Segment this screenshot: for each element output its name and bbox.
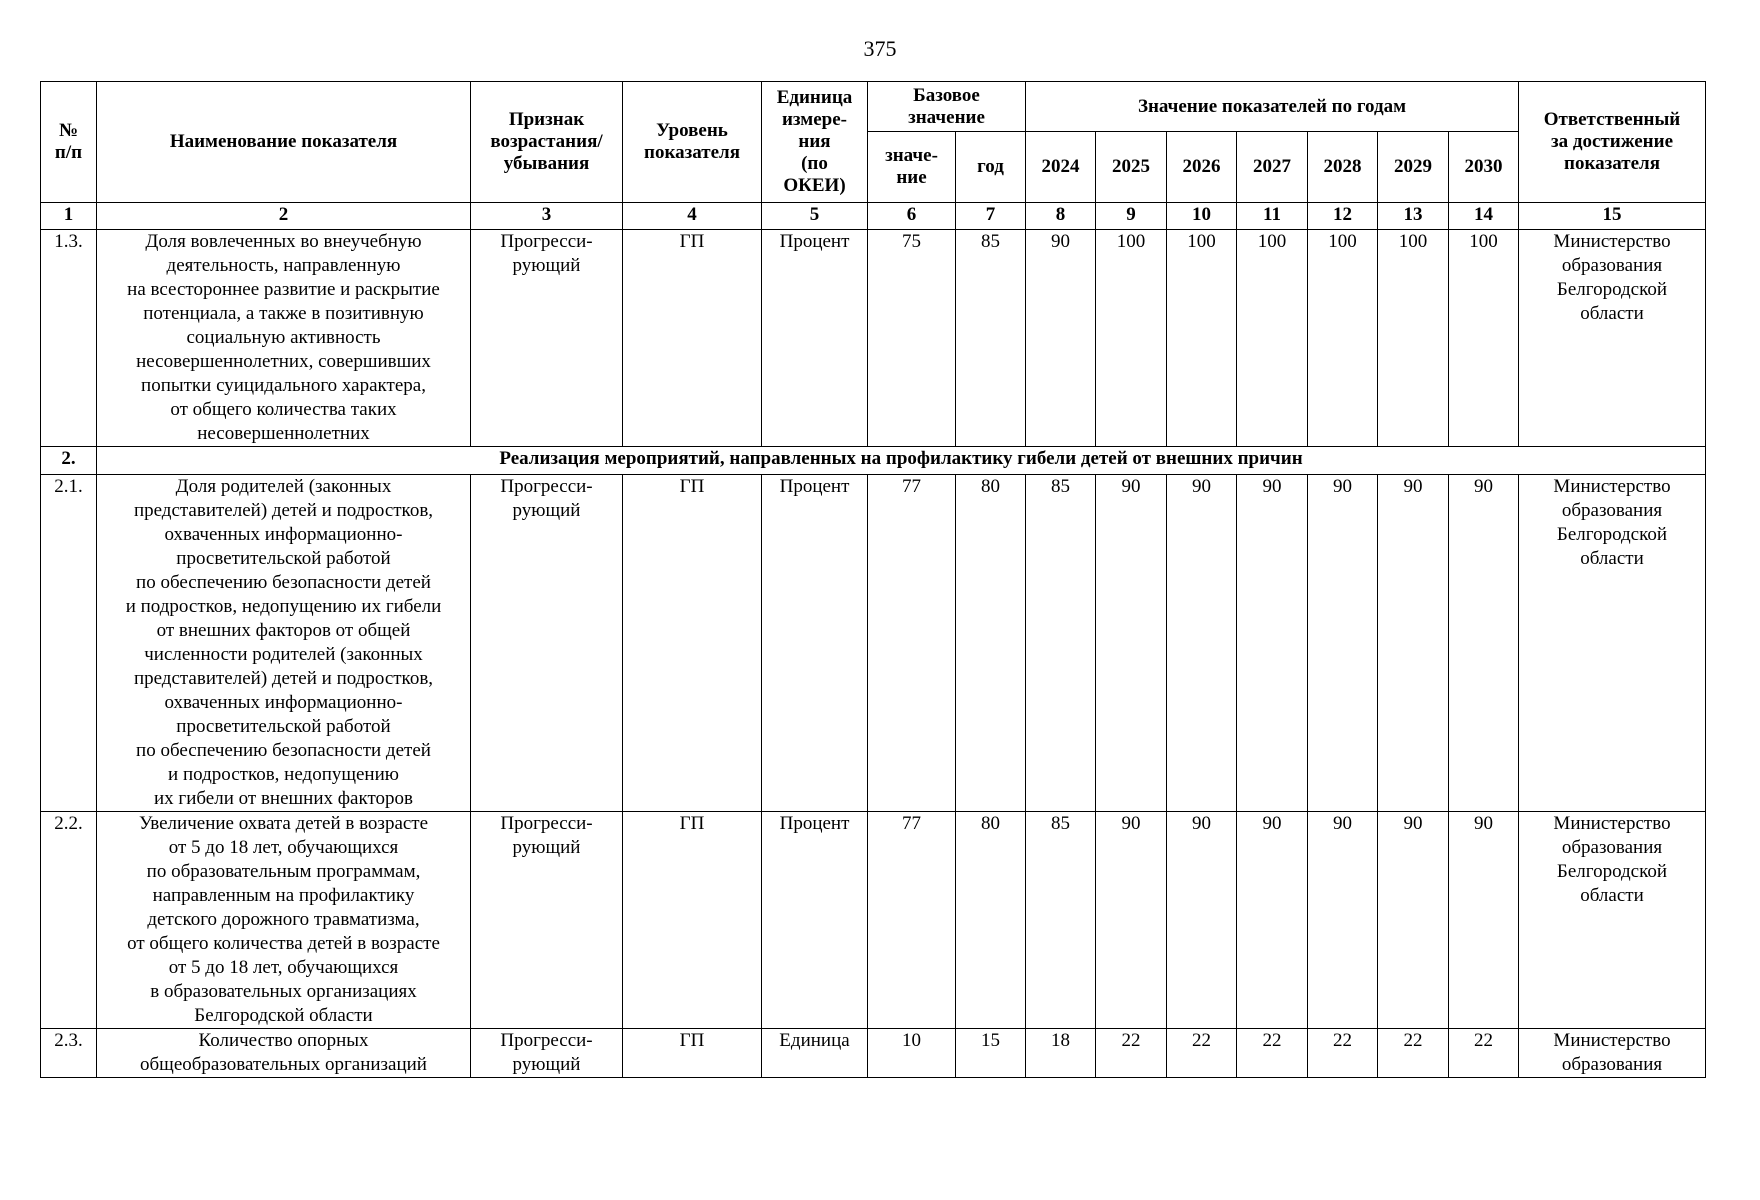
base-year: 15 bbox=[956, 1029, 1026, 1078]
year-value: 22 bbox=[1378, 1029, 1449, 1078]
year-value: 90 bbox=[1096, 475, 1167, 812]
year-value: 90 bbox=[1449, 812, 1519, 1029]
base-value: 77 bbox=[868, 812, 956, 1029]
year-value: 90 bbox=[1308, 812, 1378, 1029]
row-number: 2.2. bbox=[41, 812, 97, 1029]
row-number: 2.1. bbox=[41, 475, 97, 812]
base-value: 77 bbox=[868, 475, 956, 812]
column-numbers-row bbox=[41, 203, 1706, 230]
year-value: 22 bbox=[1167, 1029, 1237, 1078]
section-title: Реализация мероприятий, направленных на профилактику гибели детей от внешних причин bbox=[97, 447, 1706, 475]
column-number: 15 bbox=[1519, 203, 1706, 230]
indicator-level: ГП bbox=[623, 475, 762, 812]
indicator-level: ГП bbox=[623, 1029, 762, 1078]
column-number: 7 bbox=[956, 203, 1026, 230]
table-row bbox=[41, 812, 1706, 1029]
column-number: 5 bbox=[762, 203, 868, 230]
header-year: 2030 bbox=[1449, 132, 1519, 203]
header-year: 2024 bbox=[1026, 132, 1096, 203]
indicator-level: ГП bbox=[623, 230, 762, 447]
indicator-sign: Прогресси- рующий bbox=[471, 475, 623, 812]
header-year: 2027 bbox=[1237, 132, 1308, 203]
base-year: 80 bbox=[956, 812, 1026, 1029]
row-number: 2.3. bbox=[41, 1029, 97, 1078]
indicator-name: Увеличение охвата детей в возрасте от 5 до 18 лет, обучающихся по образовательным программам, направленным на профилактику детского дорожного травматизма, от общего количества детей в возрасте от 5 до 18 лет, обучающихся в образовательных организациях Белгородской области bbox=[97, 812, 471, 1029]
header-year: 2026 bbox=[1167, 132, 1237, 203]
column-number: 10 bbox=[1167, 203, 1237, 230]
base-year: 80 bbox=[956, 475, 1026, 812]
header-name: Наименование показателя bbox=[97, 82, 471, 203]
year-value: 90 bbox=[1378, 812, 1449, 1029]
header-year: 2028 bbox=[1308, 132, 1378, 203]
table-row bbox=[41, 475, 1706, 812]
header-years-group: Значение показателей по годам bbox=[1026, 82, 1519, 132]
section-row bbox=[41, 447, 1706, 475]
indicator-level: ГП bbox=[623, 812, 762, 1029]
page-number: 375 bbox=[863, 36, 897, 61]
row-number: 1.3. bbox=[41, 230, 97, 447]
year-value: 90 bbox=[1237, 812, 1308, 1029]
indicators-table bbox=[40, 81, 1706, 1078]
year-value: 90 bbox=[1449, 475, 1519, 812]
year-value: 22 bbox=[1449, 1029, 1519, 1078]
year-value: 100 bbox=[1378, 230, 1449, 447]
column-number: 9 bbox=[1096, 203, 1167, 230]
header-base-year: год bbox=[956, 132, 1026, 203]
year-value: 100 bbox=[1096, 230, 1167, 447]
base-year: 85 bbox=[956, 230, 1026, 447]
year-value: 100 bbox=[1308, 230, 1378, 447]
table-row bbox=[41, 230, 1706, 447]
year-value: 85 bbox=[1026, 812, 1096, 1029]
indicator-unit: Единица bbox=[762, 1029, 868, 1078]
year-value: 90 bbox=[1308, 475, 1378, 812]
indicator-sign: Прогресси- рующий bbox=[471, 1029, 623, 1078]
column-number: 14 bbox=[1449, 203, 1519, 230]
indicator-name: Количество опорных общеобразовательных организаций bbox=[97, 1029, 471, 1078]
year-value: 100 bbox=[1449, 230, 1519, 447]
table-body bbox=[41, 203, 1706, 1078]
indicator-unit: Процент bbox=[762, 230, 868, 447]
header-base: Базовое значение bbox=[868, 82, 1026, 132]
indicator-sign: Прогресси- рующий bbox=[471, 812, 623, 1029]
year-value: 90 bbox=[1167, 475, 1237, 812]
year-value: 100 bbox=[1167, 230, 1237, 447]
year-value: 100 bbox=[1237, 230, 1308, 447]
responsible: Министерство образования Белгородской области bbox=[1519, 475, 1706, 812]
table-row bbox=[41, 1029, 1706, 1078]
header-year: 2025 bbox=[1096, 132, 1167, 203]
column-number: 4 bbox=[623, 203, 762, 230]
year-value: 90 bbox=[1026, 230, 1096, 447]
year-value: 22 bbox=[1237, 1029, 1308, 1078]
indicator-name: Доля вовлеченных во внеучебную деятельность, направленную на всестороннее развитие и раскрытие потенциала, а также в позитивную социальную активность несовершеннолетних, совершивших попытки суицидального характера, от общего количества таких несовершеннолетних bbox=[97, 230, 471, 447]
column-number: 6 bbox=[868, 203, 956, 230]
indicator-unit: Процент bbox=[762, 812, 868, 1029]
responsible: Министерство образования Белгородской области bbox=[1519, 230, 1706, 447]
section-number: 2. bbox=[41, 447, 97, 475]
header-year: 2029 bbox=[1378, 132, 1449, 203]
year-value: 90 bbox=[1167, 812, 1237, 1029]
column-number: 1 bbox=[41, 203, 97, 230]
responsible: Министерство образования bbox=[1519, 1029, 1706, 1078]
base-value: 75 bbox=[868, 230, 956, 447]
year-value: 22 bbox=[1308, 1029, 1378, 1078]
indicator-unit: Процент bbox=[762, 475, 868, 812]
column-number: 11 bbox=[1237, 203, 1308, 230]
header-unit: Единица измере- ния (по ОКЕИ) bbox=[762, 82, 868, 203]
header-responsible: Ответственный за достижение показателя bbox=[1519, 82, 1706, 203]
year-value: 85 bbox=[1026, 475, 1096, 812]
year-value: 18 bbox=[1026, 1029, 1096, 1078]
year-value: 22 bbox=[1096, 1029, 1167, 1078]
year-value: 90 bbox=[1096, 812, 1167, 1029]
year-value: 90 bbox=[1378, 475, 1449, 812]
base-value: 10 bbox=[868, 1029, 956, 1078]
indicator-sign: Прогресси- рующий bbox=[471, 230, 623, 447]
column-number: 13 bbox=[1378, 203, 1449, 230]
column-number: 12 bbox=[1308, 203, 1378, 230]
column-number: 2 bbox=[97, 203, 471, 230]
header-num: № п/п bbox=[41, 82, 97, 203]
header-level: Уровень показателя bbox=[623, 82, 762, 203]
responsible: Министерство образования Белгородской области bbox=[1519, 812, 1706, 1029]
year-value: 90 bbox=[1237, 475, 1308, 812]
table-header bbox=[41, 82, 1706, 203]
indicator-name: Доля родителей (законных представителей) детей и подростков, охваченных информационно- просветительской работой по обеспечению безопасности детей и подростков, недопущению их гибели от внешних факторов от общей численности родителей (законных представителей) детей и подростков, охваченных информационно- просветительской работой по обеспечению безопасности детей и подростков, недопущению их гибели от внешних факторов bbox=[97, 475, 471, 812]
header-sign: Признак возрастания/ убывания bbox=[471, 82, 623, 203]
header-base-value: значе- ние bbox=[868, 132, 956, 203]
column-number: 8 bbox=[1026, 203, 1096, 230]
column-number: 3 bbox=[471, 203, 623, 230]
